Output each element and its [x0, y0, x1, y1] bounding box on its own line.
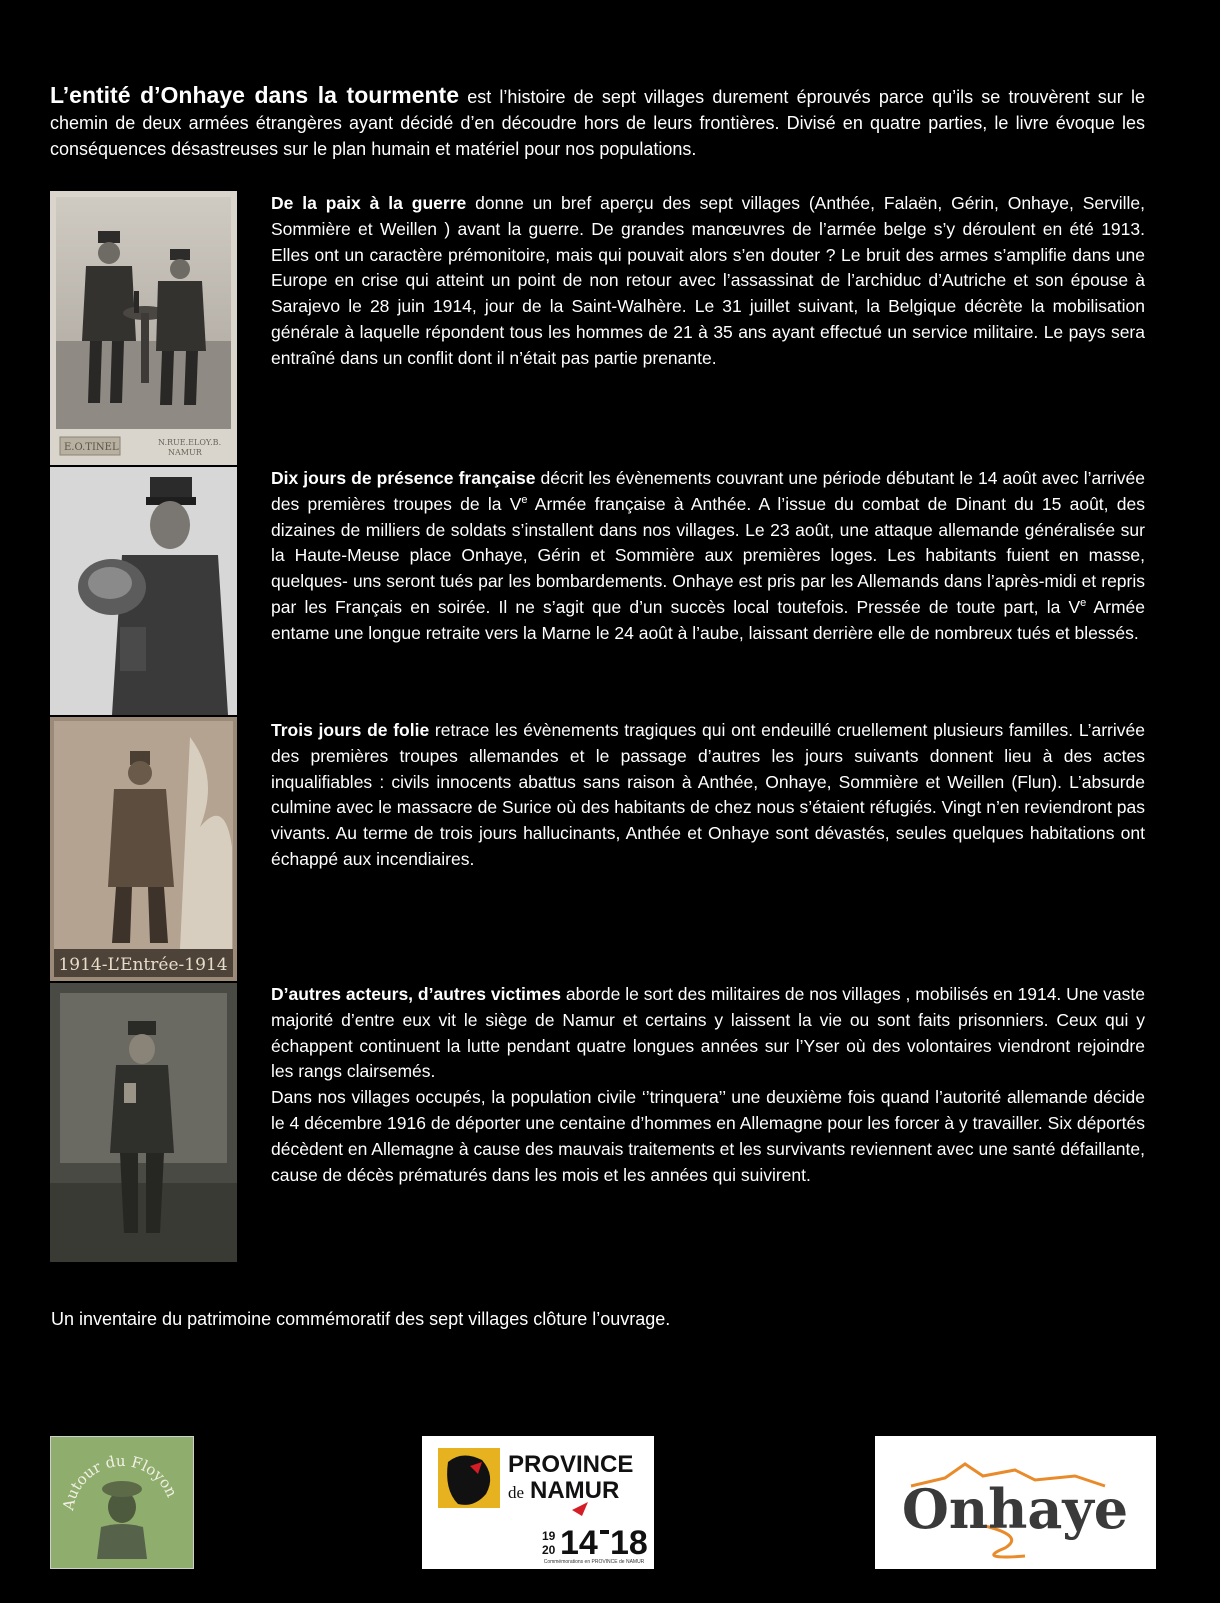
province-year-d: 18: [610, 1524, 648, 1562]
autour-du-floyon-logo: [50, 1436, 194, 1569]
svg-text:NAMUR: NAMUR: [168, 448, 202, 457]
intro-lead: L’entité d’Onhaye dans la tourmente: [50, 82, 460, 108]
section-trois-jours: [271, 718, 1145, 873]
floyon-logo-text: Autour du Floyon: [59, 1451, 181, 1512]
section-presence-francaise: Dix jours de présence française décrit les évènements couvrant une période débutant le 14 août avec l’arrivée des premières troupes de la Ve Armée française à Anthée. A l’issue du combat de Dinant du 15 août, des dizaines de milliers de soldats s’installent dans nos villages. Le 23 août, une attaque allemande généralisée sur la Haute-Meuse place Onhaye, Gérin et Sommière aux premières loges. Les habitants fuient en masse, quelques- uns seront tués par les bombardements. Onhaye est pris par les Allemands dans l’après-midi et repris par les Français en soirée. Il ne s’agit que d’un succès local toutefois. Pressée de toute part, la Ve Armée entame une longue retraite vers la Marne le 24 août à l’aube, laissant derrière elle de nombreux tués et blessés.: [271, 468, 1145, 643]
photo1-caption-right: N.RUE.ELOY.B.: [158, 438, 222, 447]
section-autres-acteurs: [271, 982, 1145, 1188]
section-title: D’autres acteurs, d’autres victimes: [271, 984, 561, 1004]
section-body: retrace les évènements tragiques qui ont endeuillé cruellement plusieurs familles. L’arrivée des premières troupes allemandes et le passage d’autres les jours suivants donnent lieu à des actes inqualifiables : civils innocents abattus sans raison à Anthée, Onhaye, Sommière et Weillen (Flun). L’absurde culmine avec le massacre de Surice où des habitants de chez nous s’étaient réfugiés. Vingt n’en reviendront pas vivants. Au terme de trois jours hallucinants, Anthée et Onhaye sont dévastés, seules quelques habitations ont échappé aux incendiaires.: [271, 720, 1145, 869]
intro-text: est l’histoire de sept villages durement éprouvés parce qu’ils se trouvèrent sur le chemin de deux armées étrangères ayant décidé d’en découdre hors de leurs frontières. Divisé en quatre parties, le livre évoque les conséquences désastreuses sur le plan humain et matériel pour nos populations.: [50, 87, 1145, 159]
province-year-a: 19: [542, 1529, 556, 1543]
section-title: Trois jours de folie: [271, 720, 430, 740]
section-title: Dix jours de présence française: [271, 468, 536, 488]
province-namur-logo: [422, 1436, 654, 1569]
province-year-b: 20: [542, 1543, 556, 1557]
onhaye-logo: [875, 1436, 1156, 1569]
intro-paragraph: [50, 82, 1145, 162]
closing-sentence: Un inventaire du patrimoine commémoratif des sept villages clôture l’ouvrage.: [51, 1309, 671, 1329]
section-title: De la paix à la guerre: [271, 193, 467, 213]
province-de: de: [508, 1483, 525, 1502]
photo1-caption-left: E.O.TINEL: [64, 442, 119, 453]
section-body: aborde le sort des militaires de nos villages , mobilisés en 1914. Une vaste majorité d’entre eux vit le siège de Namur et certains y laissent la vie ou sont faits prisonniers. Ceux qui y échappent continuent la lutte pendant quatre longues années sur l’Yser où des volontaires viendront rejoindre les rangs clairsemés.: [271, 984, 1146, 1082]
photo3-caption: 1914-L’Entrée-1914: [58, 955, 228, 975]
photo-two-soldiers: [50, 191, 237, 465]
photo-german-soldier-postcard: [50, 717, 237, 981]
section-paix-guerre: [271, 191, 1145, 372]
section-body-2: Dans nos villages occupés, la population civile ‘’trinquera’’ une deuxième fois quand l’autorité allemande décide le 4 décembre 1916 de déporter une centaine d’hommes en Allemagne pour les forcer à y travailler. Six déportés décèdent en Allemagne à cause des mauvais traitements et les survivants reviennent avec une santé défaillante, cause de décès prématurés dans les mois et les années qui suivirent.: [271, 1087, 1145, 1185]
photo-french-soldier: [50, 467, 237, 715]
section-body: donne un bref aperçu des sept villages (Anthée, Falaën, Gérin, Onhaye, Serville, Sommière et Weillen ) avant la guerre. De grandes manœuvres de l’armée belge s’y déroulent en été 1913. Elles ont un caractère prémonitoire, mais qui pouvait alors s’en douter ? Le bruit des armes s’amplifie dans une Europe en crise qui atteint un point de non retour avec l’assassinat de l’archiduc d’Autriche et son épouse à Sarajevo le 28 juin 1914, jour de la Saint-Walhère. Le 31 juillet suivant, la Belgique décrète la mobilisation générale à laquelle répondent tous les hommes de 21 à 35 ans ayant effectué un service militaire. Le pays sera entraîné dans un conflit dont il n’était pas partie prenante.: [271, 193, 1145, 368]
province-year-c: 14: [560, 1524, 598, 1562]
province-sub: Commémorations en PROVINCE de NAMUR: [543, 1559, 645, 1565]
province-line1: PROVINCE: [508, 1451, 634, 1478]
photo-standing-soldier: [50, 983, 237, 1262]
province-line2: NAMUR: [530, 1477, 620, 1504]
onhaye-logo-text: Onhaye: [901, 1477, 1129, 1541]
